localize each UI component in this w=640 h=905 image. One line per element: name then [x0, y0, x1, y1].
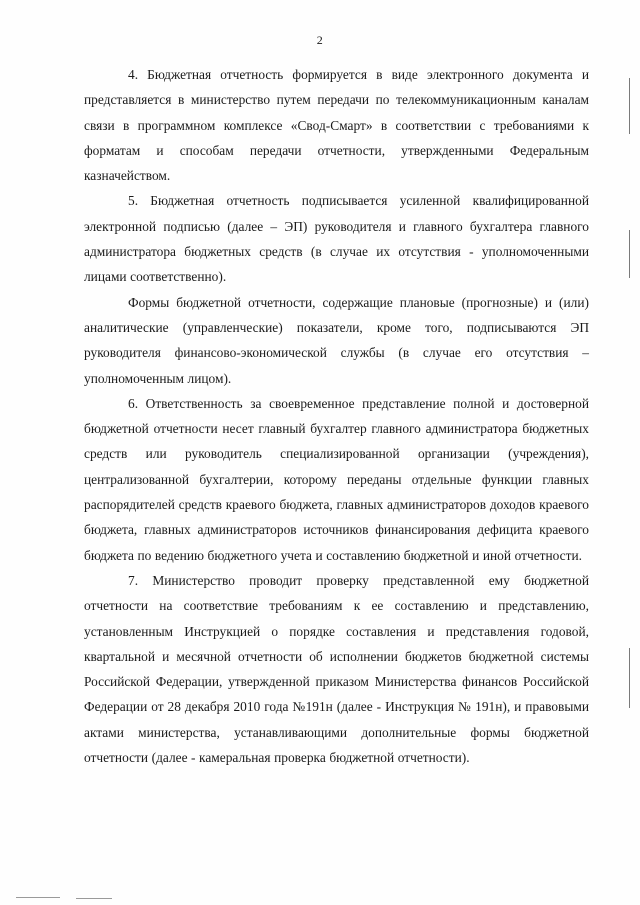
paragraph-item-7: 7. Министерство проводит проверку представленной ему бюджетной отчетности на соответствие требованиям к ее составлению и представлению, установленным Инструкцией о порядке составления и представления годовой, квартальной и месячной отчетности об исполнении бюджетов бюджетной системы Российской Федерации, утвержденной приказом Министерства финансов Российской Федерации от 28 декабря 2010 года №191н (далее - Инструкция № 191н), и правовыми актами министерства, устанавливающими дополнительные формы бюджетной отчетности (далее - камеральная проверка бюджетной отчетности). — [84, 572, 589, 766]
paragraph-item-6: 6. Ответственность за своевременное представление полной и достоверной бюджетной отчетности несет главный бухгалтер главного администратора бюджетных средств или руководитель специализированной организации (учреждения), централизованной бухгалтерии, которому переданы отдельные функции главных распорядителей средств краевого бюджета, главных администраторов доходов краевого бюджета, главных администраторов источников финансирования дефицита краевого бюджета по ведению бюджетного учета и составлению бюджетной и иной отчетности. — [84, 395, 589, 563]
paragraph-item-4: 4. Бюджетная отчетность формируется в виде электронного документа и представляется в министерство путем передачи по телекоммуникационным каналам связи в программном комплексе «Свод-Смарт» в соответствии с требованиями к форматам и способам передачи отчетности, утвержденными Федеральным казначейством. — [84, 67, 589, 184]
scan-edge-mark-top — [629, 78, 630, 134]
scan-bottom-mark-1 — [16, 897, 60, 898]
scan-edge-mark-middle — [629, 230, 630, 278]
scan-edge-mark-lower — [629, 648, 630, 708]
document-body — [84, 62, 589, 770]
paragraph-item-5: 5. Бюджетная отчетность подписывается усиленной квалифицированной электронной подписью (далее – ЭП) руководителя и главного бухгалтера главного администратора бюджетных средств (в случае их отсутствия - уполномоченными лицами соответственно). — [84, 193, 589, 285]
page-number: 2 — [316, 33, 324, 47]
paragraph-item-5-continuation: Формы бюджетной отчетности, содержащие плановые (прогнозные) и (или) аналитические (управленческие) показатели, кроме того, подписываются ЭП руководителя финансово-экономической службы (в случае его отсутствия – уполномоченным лицом). — [84, 294, 589, 386]
scan-bottom-mark-2 — [76, 898, 112, 899]
